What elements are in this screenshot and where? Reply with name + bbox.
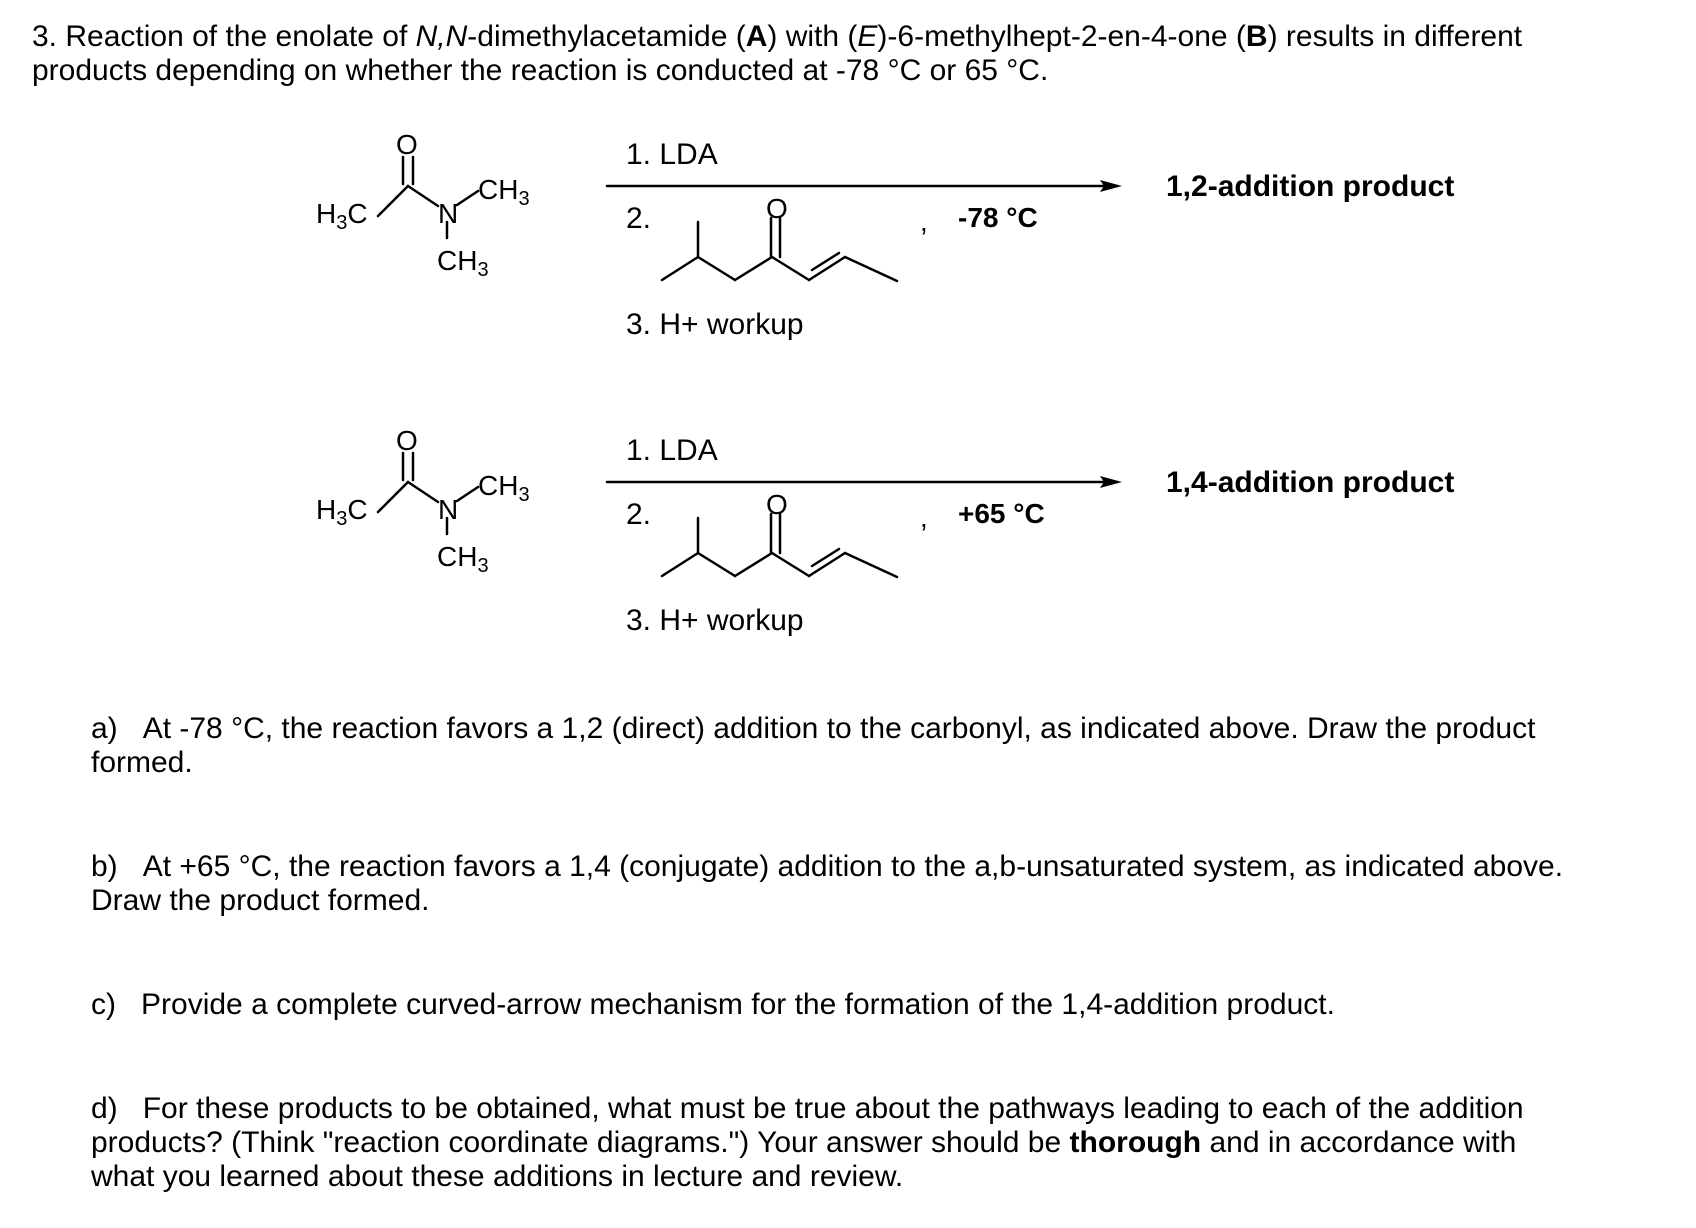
amide1-ch3-bottom-label: $CH_3$ [437,245,489,281]
reaction2-comma: , [920,502,928,533]
question-d-text: products? (Think "reaction coordinate diagrams.") Your answer should be [91,1126,1070,1159]
question-c-text: Provide a complete curved-arrow mechanism for the formation of the 1,4-addition product. [141,988,1335,1021]
amide1-bond-cn [408,186,438,206]
question-d-line2 [91,1126,1516,1160]
compound-label-b: B [1245,20,1268,53]
question-b-line2: Draw the product formed. [91,884,430,917]
enone2-bond-4 [735,553,772,576]
amide2-o-label: O [396,425,418,456]
enone1-o-label: O [766,193,788,224]
amide2-h3c-label: $H_3C$ [316,494,368,530]
reaction1-temperature: -78 °C [958,202,1038,233]
reaction2-product: 1,4-addition product [1166,466,1455,499]
amide1-bond-n-ch3 [457,191,478,205]
statement-text: -dimethylacetamide ( [467,20,746,53]
enone2-bond-5 [772,553,809,576]
question-a-line2: formed. [91,746,193,779]
reaction1-comma: , [920,206,928,237]
enone2-bond-6 [845,553,897,577]
amide1-o-label: O [396,129,418,160]
amide1-h3c-label: $H_3C$ [316,198,368,234]
compound-label-a: A [745,20,768,53]
statement-text: Reaction of the enolate of [65,20,416,53]
question-d-line3: what you learned about these additions in lecture and review. [91,1160,904,1193]
question-c-line1 [91,988,1335,1022]
reaction1-step3: 3. H+ workup [626,308,804,341]
amide1-ch3-top-label: $CH_3$ [478,174,530,210]
amide1-bond-ch3c [378,186,408,216]
italic-e: E [857,20,878,53]
reaction2-step1: 1. LDA [626,434,718,467]
amide1-n-label: N [438,198,459,229]
question-b-line1 [91,850,1563,884]
amide2-ch3-top-label: $CH_3$ [478,470,530,506]
enone2-bond-3 [698,553,735,576]
amide2-ch3-bottom-label: $CH_3$ [437,541,489,577]
question-d-bold: thorough [1069,1126,1202,1159]
reaction1-product: 1,2-addition product [1166,170,1455,203]
statement-text: ) with ( [767,20,858,53]
question-d-text: and in accordance with [1201,1126,1517,1159]
amide2-bond-ch3c [378,482,408,512]
statement-text: ) results in different [1267,20,1523,53]
reaction1-step2: 2. [626,202,652,235]
amide2-bond-n-ch3 [457,487,478,501]
problem-statement-line2: products depending on whether the reaction is conducted at -78 °C or 65 °C. [32,54,1049,87]
enone1-alkene-b [812,253,839,270]
question-d-text: For these products to be obtained, what must be true about the pathways leading to each of the addition [142,1092,1524,1125]
amide2-n-label: N [438,494,459,525]
question-d-label: d) [91,1092,118,1125]
reaction2-step3: 3. H+ workup [626,604,804,637]
enone2-bond-1 [662,553,698,576]
enone1-bond-6 [845,257,897,281]
reaction2-step2: 2. [626,498,652,531]
question-a-label: a) [91,712,118,745]
enone2-alkene-b [812,549,839,566]
italic-nn: N,N [415,20,468,53]
question-b-text: At +65 °C, the reaction favors a 1,4 (conjugate) addition to the a,b-unsaturated system, as indicated above. [142,850,1564,883]
question-c-label: c) [91,988,116,1021]
enone1-bond-3 [698,257,735,280]
enone1-bond-5 [772,257,809,280]
question-d-line1 [91,1092,1524,1126]
reaction1-step1: 1. LDA [626,138,718,171]
enone2-o-label: O [766,489,788,520]
statement-text: )-6-methylhept-2-en-4-one ( [877,20,1246,53]
problem-number: 3. [32,20,58,53]
question-b-label: b) [91,850,118,883]
enone1-bond-1 [662,257,698,280]
question-a-text: At -78 °C, the reaction favors a 1,2 (direct) addition to the carbonyl, as indicated above. Draw the product [142,712,1536,745]
amide2-bond-cn [408,482,438,502]
reaction2-temperature: +65 °C [958,498,1045,529]
question-a-line1 [91,712,1535,746]
enone1-bond-4 [735,257,772,280]
